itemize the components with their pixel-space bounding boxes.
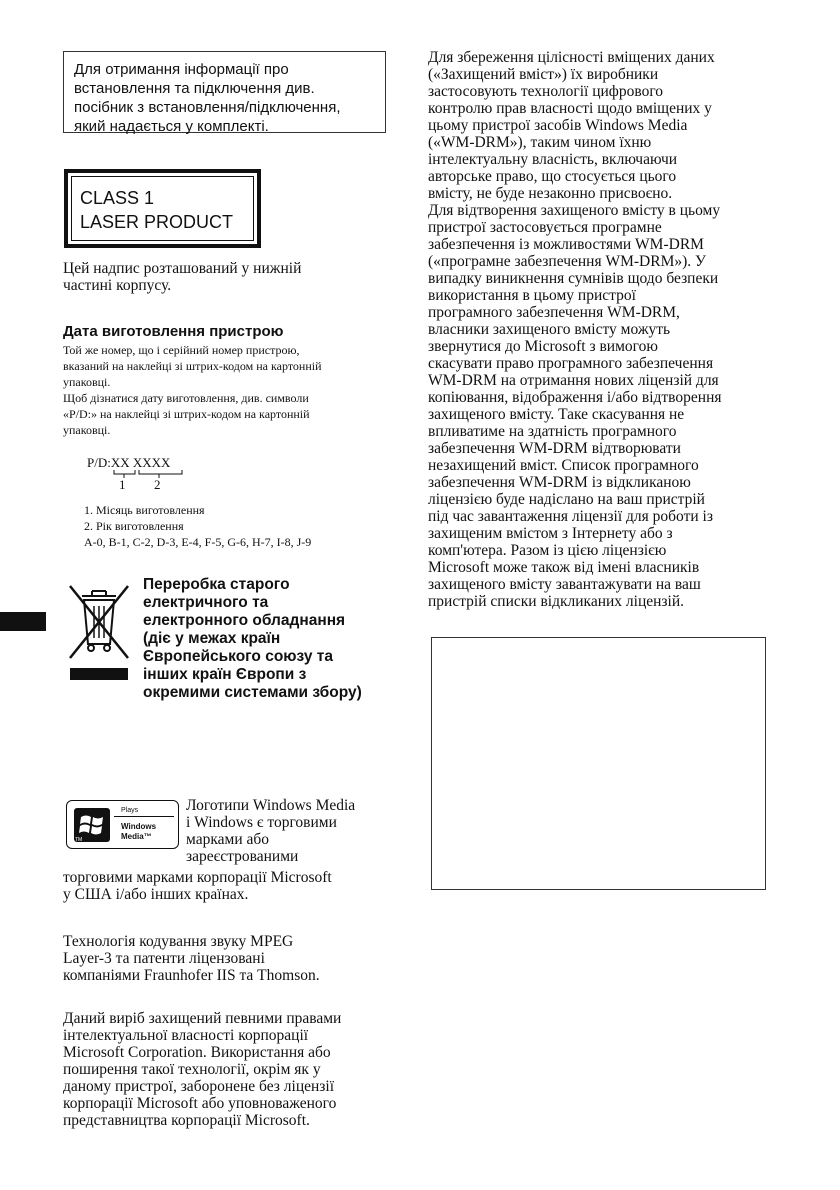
text-line: пристрій списки відкликаних ліцензій. [428,593,685,610]
text-line: захищеного вмісту завантажувати на ваш [428,576,701,593]
text-line: WM-DRM на отримання нових ліцензій для [428,372,719,389]
windows-media-text [63,869,332,903]
text-line: Даний виріб захищений певними правами [63,1010,342,1027]
heading-line: окремими системами збору) [143,684,362,701]
text-line: інтелектуальну власність, включаючи [428,151,678,168]
legend-line: 1. Місяць виготовлення [84,503,205,517]
text-line: пристрої застосовується програмне [428,219,662,236]
label-location-text [63,260,301,294]
text-line: авторське право, що стосується цього [428,168,677,185]
text-line: Microsoft Corporation. Використання або [63,1044,331,1061]
text-line: застосовують технології цифрового [428,83,664,100]
crossed-bin-icon [64,578,134,682]
recycling-heading [143,576,362,702]
text-line: цьому пристрої засобів Windows Media [428,117,688,134]
text-line: програмного забезпечення WM-DRM, [428,304,680,321]
heading-line: Європейського союзу та [143,648,333,665]
text-line: контролю прав власності щодо вміщених у [428,100,712,117]
text-line: у США і/або інших країнах. [63,886,249,903]
heading-line: (діє у межах країн [143,630,281,647]
legend-line: A-0, B-1, C-2, D-3, E-4, F-5, G-6, H-7, I-8, J-9 [84,535,312,549]
text-line: даному пристрої, заборонене без ліцензії [63,1078,335,1095]
text-line: поширення такої технології, окрім як у [63,1061,321,1078]
text-line: забезпечення із можливостями WM-DRM [428,236,704,253]
pd-num-2: 2 [154,477,161,492]
ip-rights-paragraph [63,1010,341,1129]
text-line: копіювання, відображення і/або відтворення [428,389,722,406]
text-line: скасувати право програмного забезпечення [428,355,714,372]
logo-tm: TM [75,837,83,843]
logo-media: Media™ [121,832,152,841]
text-line: торговими марками корпорації Microsoft [63,869,332,886]
text-line: упаковці. [63,423,111,437]
text-line: Microsoft може також від імені власників [428,559,700,576]
text-line: («Захищений вміст») їх виробники [428,66,659,83]
text-line: Логотипи Windows Media [186,797,356,814]
text-line: («WM-DRM»), таким чином їхню [428,134,652,151]
empty-notice-box [431,637,766,890]
text-line: незахищений вміст. Список програмного [428,457,699,474]
text-line: і Windows є торговими [186,814,337,831]
windows-media-text-wrap [186,797,355,865]
info-line: Для отримання інформації про [74,61,289,78]
text-line: комп'ютера. Разом із цією ліцензією [428,542,667,559]
text-line: інтелектуальної власності корпорації [63,1027,309,1044]
text-line: Layer-3 та патенти ліцензовані [63,950,265,967]
pd-prefix: P/D: [87,455,111,470]
text-line: власники захищеного вмісту можуть [428,321,671,338]
text-line: Технологія кодування звуку MPEG [63,933,294,950]
pd-bracket-lines [87,469,197,479]
text-line: вказаний на наклейці зі штрих-кодом на картонній [63,359,322,373]
text-line: забезпечення WM-DRM із відкликаною [428,474,691,491]
text-line: використання в цьому пристрої [428,287,636,304]
text-line: Той же номер, що і серійний номер пристрою, [63,343,300,357]
heading-line: інших країн Європи з [143,666,307,683]
text-line: «P/D:» на наклейці зі штрих-кодом на картонній [63,407,310,421]
text-line: частині корпусу. [63,277,172,294]
legend-line: 2. Рік виготовлення [84,519,184,533]
text-line: забезпечення WM-DRM відтворювати [428,440,681,457]
logo-plays: Plays [121,807,139,814]
drm-paragraph [428,49,760,610]
info-line: який надається у комплекті. [74,118,269,135]
pd-year-code: XXXX [132,455,171,470]
text-line: впливатиме на здатність програмного [428,423,677,440]
text-line: звернутися до Microsoft з вимогою [428,338,658,355]
pd-month-code: XX [110,455,130,470]
setup-info-box [63,51,386,133]
logo-windows: Windows [121,822,157,831]
text-line: компаніями Fraunhofer IIS та Thomson. [63,967,320,984]
page-side-tab [0,612,46,631]
windows-media-logo [66,800,179,849]
pd-num-1: 1 [119,477,126,492]
text-line: під час завантаження ліцензії для роботи із [428,508,713,525]
text-line: захищеного вмісту. Таке скасування не [428,406,685,423]
text-line: Щоб дізнатися дату виготовлення, див. символи [63,391,309,405]
text-line: захищеним вмістом з Інтернету або з [428,525,673,542]
pd-legend [84,502,311,550]
text-line: представництва корпорації Microsoft. [63,1112,310,1129]
text-line: Цей надпис розташований у нижній [63,260,302,277]
heading-line: Переробка старого [143,576,290,593]
text-line: Для відтворення захищеного вмісту в цьому [428,202,721,219]
pd-code-diagram [87,455,197,495]
laser-class: CLASS 1 [80,188,155,208]
laser-label-inner-border [71,176,254,241]
laser-product: LASER PRODUCT [80,212,234,232]
laser-product-label [64,169,261,248]
text-line: випадку виникнення сумнівів щодо безпеки [428,270,719,287]
text-line: марками або [186,831,270,848]
text-line: упаковці. [63,375,111,389]
text-line: вмісту, не буде незаконно присвоєно. [428,185,673,202]
text-line: корпорації Microsoft або уповноваженого [63,1095,337,1112]
text-line: («програмне забезпечення WM-DRM»). У [428,253,707,270]
manufacture-date-body [63,342,322,438]
info-line: посібник з встановлення/підключення, [74,99,341,116]
text-line: зареєстрованими [186,848,299,865]
mpeg-paragraph [63,933,320,984]
logo-divider [114,816,174,817]
heading-line: електричного та [143,594,269,611]
heading-line: електронного обладнання [143,612,346,629]
manufacture-date-heading: Дата виготовлення пристрою [63,323,284,340]
text-line: ліцензією буде надіслано на ваш пристрій [428,491,705,508]
info-line: встановлення та підключення див. [74,80,315,97]
text-line: Для збереження цілісності вміщених даних [428,49,715,66]
